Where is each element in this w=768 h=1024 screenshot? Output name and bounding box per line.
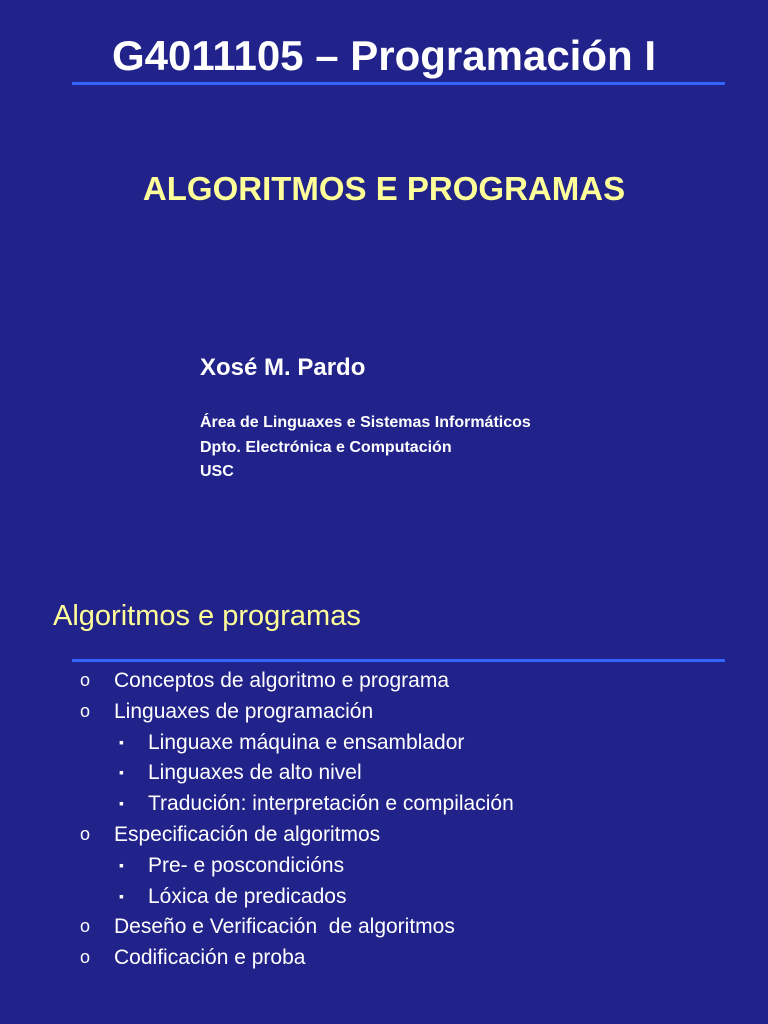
list-item-text: Especificación de algoritmos xyxy=(114,822,381,846)
title-divider xyxy=(72,82,725,85)
list-subitem-text: Lóxica de predicados xyxy=(148,884,347,908)
list-item-text: Deseño e Verificación de algoritmos xyxy=(114,915,455,939)
circle-bullet-icon: o xyxy=(80,700,91,721)
outline-title: Algoritmos e programas xyxy=(53,600,361,632)
circle-bullet-icon: o xyxy=(80,947,91,968)
square-bullet-icon: ▪ xyxy=(119,733,124,750)
list-item-text: Linguaxes de programación xyxy=(114,699,374,723)
list-subitem-text: Tradución: interpretación e compilación xyxy=(148,792,514,816)
circle-bullet-icon: o xyxy=(80,823,91,844)
list-item xyxy=(0,912,768,943)
list-subitem xyxy=(0,851,768,882)
list-item-text: Codificación e proba xyxy=(114,946,306,970)
list-item xyxy=(0,820,768,851)
outline-list xyxy=(0,666,768,974)
course-title: G4011105 – Programación I xyxy=(112,32,656,79)
list-subitem xyxy=(0,789,768,820)
list-item xyxy=(0,666,768,697)
list-subitem xyxy=(0,758,768,789)
list-item xyxy=(0,943,768,974)
square-bullet-icon: ▪ xyxy=(119,764,124,781)
square-bullet-icon: ▪ xyxy=(119,795,124,812)
square-bullet-icon: ▪ xyxy=(119,856,124,873)
circle-bullet-icon: o xyxy=(80,670,91,690)
outline-slide xyxy=(0,512,768,1024)
outline-divider xyxy=(72,659,725,662)
affiliation-area: Área de Linguaxes e Sistemas Informáticos xyxy=(200,414,531,431)
list-subitem-text: Pre- e poscondicións xyxy=(148,853,345,877)
list-subitem xyxy=(0,882,768,913)
author-name: Xosé M. Pardo xyxy=(200,354,366,381)
presentation-subtitle: ALGORITMOS E PROGRAMAS xyxy=(142,170,626,207)
author-affiliation xyxy=(200,411,531,485)
list-subitem-text: Linguaxes de alto nivel xyxy=(148,761,362,785)
list-item-text: Conceptos de algoritmo e programa xyxy=(114,669,450,692)
list-subitem xyxy=(0,728,768,759)
circle-bullet-icon: o xyxy=(80,916,91,937)
square-bullet-icon: ▪ xyxy=(119,887,124,904)
affiliation-university: USC xyxy=(200,463,234,480)
affiliation-department: Dpto. Electrónica e Computación xyxy=(200,438,452,456)
list-subitem-text: Linguaxe máquina e ensamblador xyxy=(148,730,465,754)
list-item xyxy=(0,697,768,728)
